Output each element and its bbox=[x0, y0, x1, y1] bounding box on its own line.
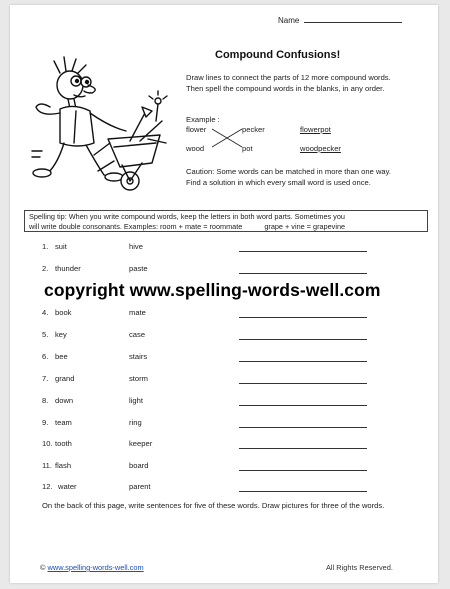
second-word: board bbox=[129, 461, 149, 470]
answer-blank[interactable] bbox=[239, 448, 367, 449]
row-number: 10. bbox=[42, 439, 53, 448]
first-word: tooth bbox=[55, 439, 72, 448]
name-field[interactable] bbox=[278, 15, 402, 25]
answer-blank[interactable] bbox=[239, 405, 367, 406]
first-word: team bbox=[55, 418, 72, 427]
word-row bbox=[42, 396, 432, 408]
second-word: storm bbox=[129, 374, 148, 383]
word-row bbox=[42, 308, 432, 320]
second-word: parent bbox=[129, 482, 151, 491]
example-connecting-lines bbox=[210, 127, 246, 149]
tip-example: grape + vine = grapevine bbox=[264, 222, 346, 231]
name-blank[interactable] bbox=[304, 15, 402, 23]
word-row bbox=[42, 242, 432, 254]
row-number: 1. bbox=[42, 242, 49, 251]
cartoon-illustration bbox=[30, 51, 175, 196]
example-label: Example : bbox=[186, 115, 220, 124]
word-row bbox=[42, 374, 432, 386]
second-word: light bbox=[129, 396, 143, 405]
tip-line: Spelling tip: When you write compound words, keep the letters in both word parts. Sometimes you bbox=[29, 212, 345, 221]
row-number: 11. bbox=[42, 461, 52, 470]
first-word: key bbox=[55, 330, 67, 339]
word-row bbox=[42, 330, 432, 342]
answer-blank[interactable] bbox=[239, 383, 367, 384]
example-answer: woodpecker bbox=[300, 144, 341, 153]
name-label: Name bbox=[278, 16, 300, 25]
row-number: 7. bbox=[42, 374, 49, 383]
example-right-word: pecker bbox=[242, 125, 265, 134]
row-number: 6. bbox=[42, 352, 49, 361]
example-left-word: flower bbox=[186, 125, 207, 134]
first-word: book bbox=[55, 308, 72, 317]
word-row bbox=[42, 439, 432, 451]
second-word: mate bbox=[129, 308, 146, 317]
spelling-tip-box bbox=[24, 210, 428, 232]
word-row bbox=[42, 264, 432, 276]
copyright-icon: © bbox=[40, 563, 46, 572]
word-row bbox=[42, 352, 432, 364]
answer-blank[interactable] bbox=[239, 361, 367, 362]
footer-link[interactable]: www.spelling-words-well.com bbox=[47, 563, 144, 572]
answer-blank[interactable] bbox=[239, 339, 367, 340]
footer-copyright bbox=[40, 563, 144, 572]
row-number: 4. bbox=[42, 308, 49, 317]
word-row bbox=[42, 461, 432, 473]
worksheet-page bbox=[10, 5, 438, 583]
worksheet-title: Compound Confusions! bbox=[215, 49, 341, 61]
second-word: ring bbox=[129, 418, 142, 427]
answer-blank[interactable] bbox=[239, 251, 367, 252]
row-number: 9. bbox=[42, 418, 49, 427]
answer-blank[interactable] bbox=[239, 470, 367, 471]
first-word: down bbox=[55, 396, 74, 405]
row-number: 5. bbox=[42, 330, 49, 339]
answer-blank[interactable] bbox=[239, 491, 367, 492]
row-number: 2. bbox=[42, 264, 49, 273]
second-word: keeper bbox=[129, 439, 153, 448]
word-row bbox=[42, 482, 432, 494]
answer-blank[interactable] bbox=[239, 317, 367, 318]
tip-line: will write double consonants. Examples: room + mate = roommate bbox=[29, 222, 243, 231]
row-number: 12. bbox=[42, 482, 53, 491]
footer-rights: All Rights Reserved. bbox=[326, 563, 393, 572]
row-number: 8. bbox=[42, 396, 49, 405]
instructions-text: Draw lines to connect the parts of 12 more compound words. Then spell the compound words in the blanks, in any order. bbox=[186, 73, 391, 93]
caution-text: Caution: Some words can be matched in more than one way. Find a solution in which every small word is used once. bbox=[186, 167, 392, 187]
second-word: stairs bbox=[129, 352, 148, 361]
first-word: suit bbox=[55, 242, 67, 251]
copyright-watermark: copyright www.spelling-words-well.com bbox=[44, 280, 381, 300]
answer-blank[interactable] bbox=[239, 427, 367, 428]
answer-blank[interactable] bbox=[239, 273, 367, 274]
example-left-word: wood bbox=[186, 144, 205, 153]
second-word: paste bbox=[129, 264, 148, 273]
second-word: hive bbox=[129, 242, 143, 251]
first-word: water bbox=[58, 482, 77, 491]
first-word: bee bbox=[55, 352, 68, 361]
example-right-word: pot bbox=[242, 144, 253, 153]
first-word: thunder bbox=[55, 264, 81, 273]
closing-instructions: On the back of this page, write sentences for five of these words. Draw pictures for three of the words. bbox=[42, 501, 385, 510]
first-word: flash bbox=[55, 461, 72, 470]
first-word: grand bbox=[55, 374, 75, 383]
second-word: case bbox=[129, 330, 146, 339]
word-row bbox=[42, 418, 432, 430]
example-answer: flowerpot bbox=[300, 125, 331, 134]
